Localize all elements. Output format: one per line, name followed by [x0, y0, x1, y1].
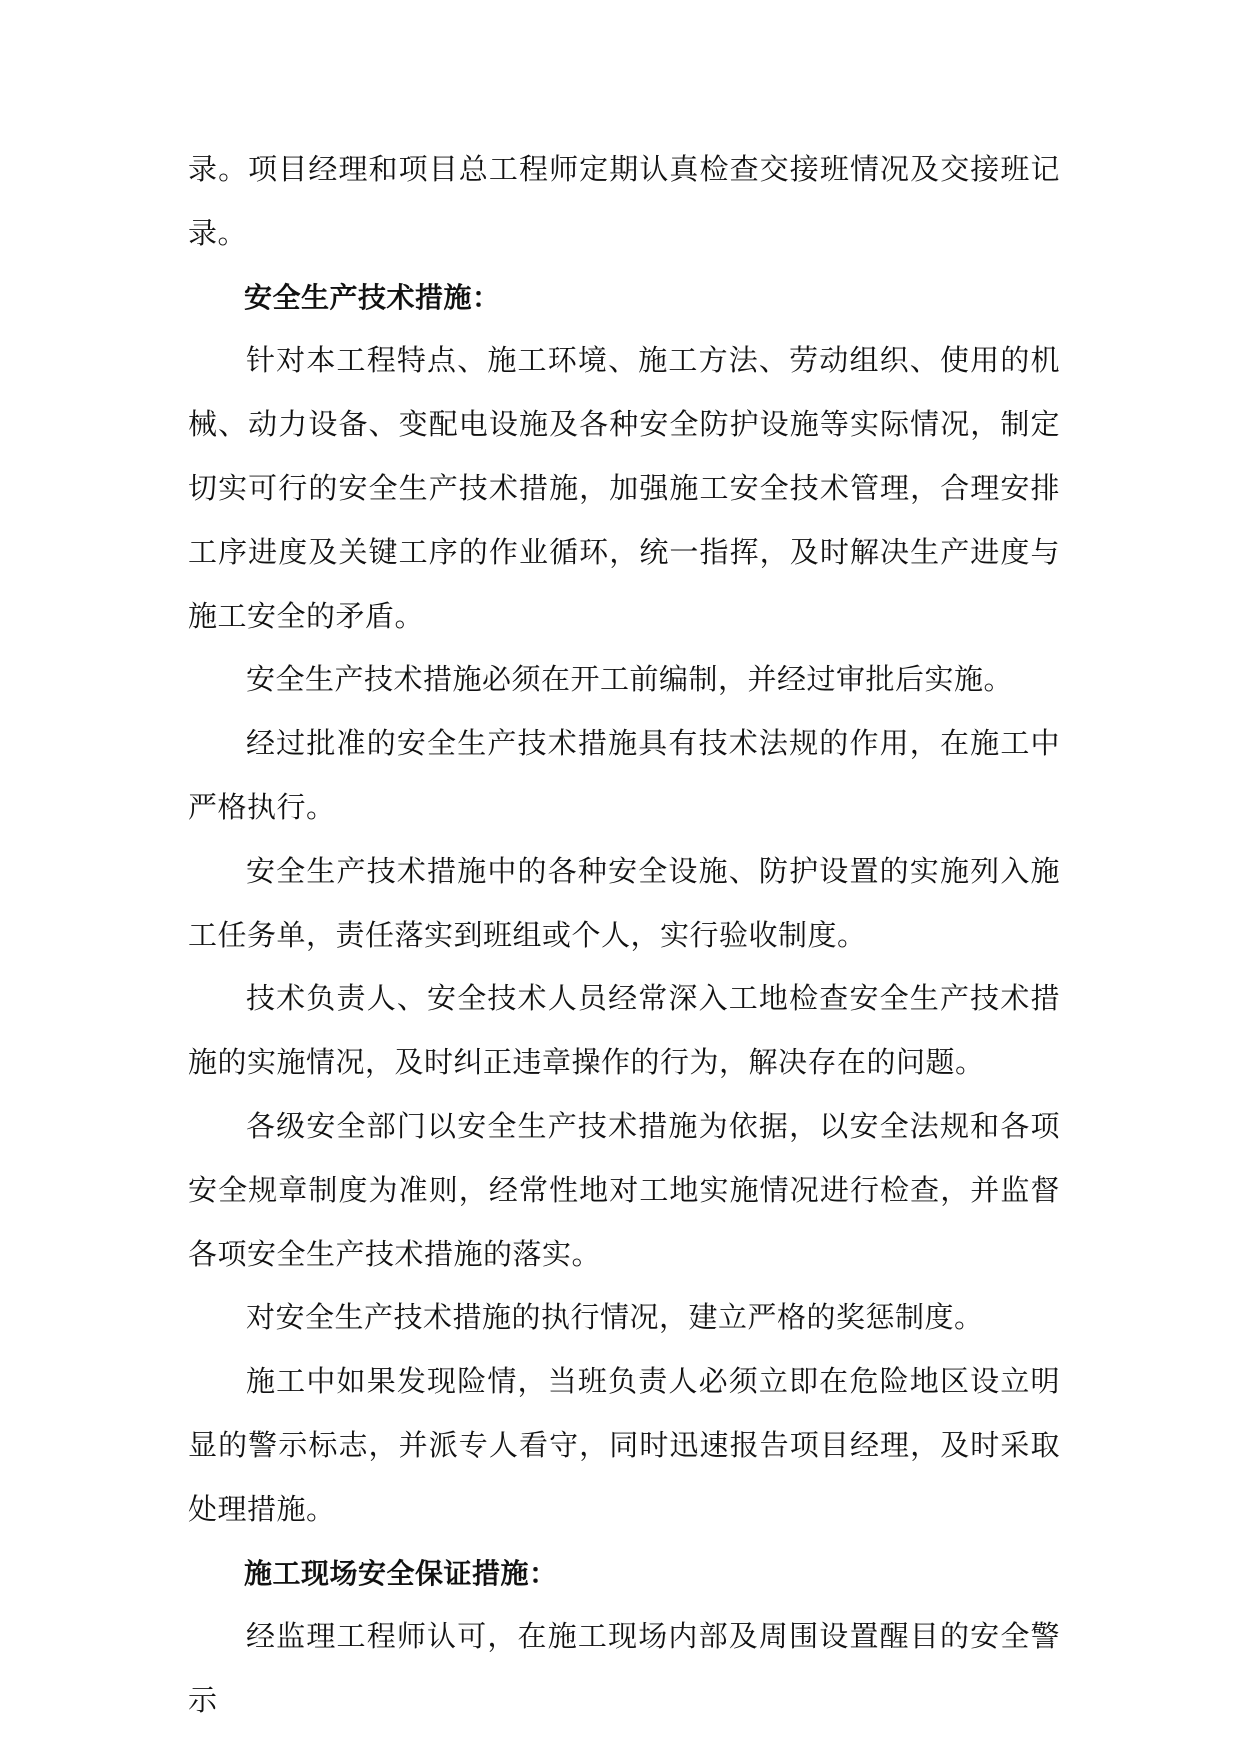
- paragraph: 针对本工程特点、施工环境、施工方法、劳动组织、使用的机械、动力设备、变配电设施及各种安全防护设施等实际情况，制定切实可行的安全生产技术措施，加强施工安全技术管理，合理安排工序进度及关键工序的作业循环，统一指挥，及时解决生产进度与施工安全的矛盾。: [188, 343, 1060, 633]
- paragraph: 安全生产技术措施中的各种安全设施、防护设置的实施列入施工任务单，责任落实到班组或个人，实行验收制度。: [188, 853, 1060, 952]
- paragraph: 安全生产技术措施必须在开工前编制，并经过审批后实施。: [246, 662, 1014, 697]
- paragraph: 对安全生产技术措施的执行情况，建立严格的奖惩制度。: [246, 1300, 984, 1335]
- section-heading-site-safety-measures: 施工现场安全保证措施：: [244, 1556, 558, 1590]
- document-body: [188, 138, 1060, 1733]
- paragraph: 各级安全部门以安全生产技术措施为依据，以安全法规和各项安全规章制度为准则，经常性地对工地实施情况进行检查，并监督各项安全生产技术措施的落实。: [188, 1108, 1060, 1271]
- paragraph: 经过批准的安全生产技术措施具有技术法规的作用，在施工中严格执行。: [188, 726, 1060, 824]
- paragraph: 施工中如果发现险情，当班负责人必须立即在危险地区设立明显的警示标志，并派专人看守，同时迅速报告项目经理，及时采取处理措施。: [188, 1364, 1060, 1526]
- paragraph: 经监理工程师认可，在施工现场内部及周围设置醒目的安全警示: [188, 1619, 1060, 1718]
- paragraph: 技术负责人、安全技术人员经常深入工地检查安全生产技术措施的实施情况，及时纠正违章操作的行为，解决存在的问题。: [188, 981, 1060, 1080]
- paragraph-continuation: 录。项目经理和项目总工程师定期认真检查交接班情况及交接班记录。: [188, 152, 1060, 250]
- section-heading-safety-technical-measures: 安全生产技术措施：: [244, 280, 501, 314]
